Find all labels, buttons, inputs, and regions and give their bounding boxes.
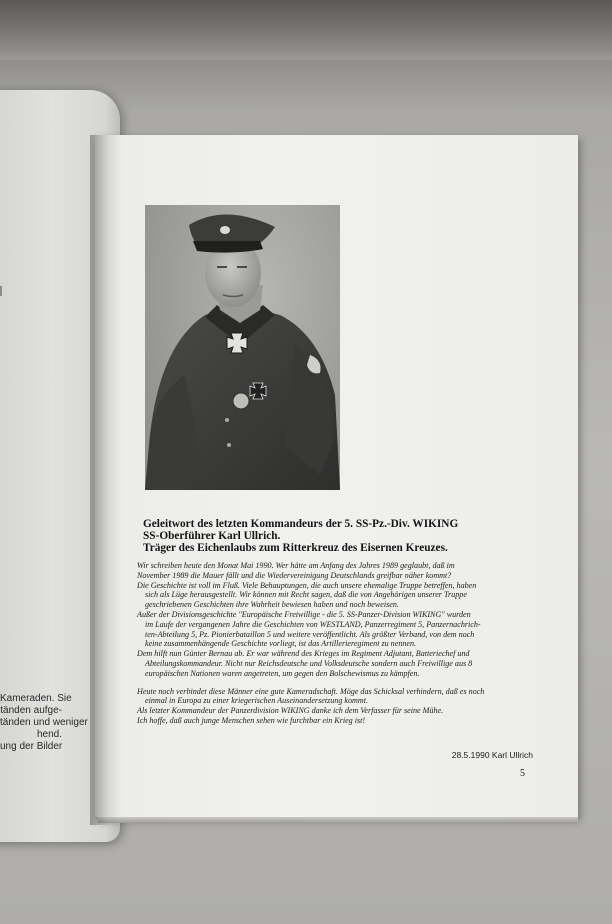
- body-line: Die Geschichte ist voll im Fluß. Viele Behauptungen, die auch unsere ehemalige Truppe betreffen, haben: [137, 580, 477, 590]
- body-line: einmal in Europa zu einer kriegerischen Auseinandersetzung kommt.: [145, 696, 368, 706]
- foreword-heading: [143, 518, 543, 554]
- left-page-mark: [0, 286, 12, 296]
- body-line: geschriebenen Geschichten ihre Wahrheit bewiesen haben und noch beweisen.: [145, 600, 399, 610]
- book-gutter-shadow: [90, 135, 120, 825]
- heading-line: SS-Oberführer Karl Ullrich.: [143, 530, 281, 542]
- heading-line: Geleitwort des letzten Kommandeurs der 5. SS-Pz.-Div. WIKING: [143, 518, 459, 530]
- page-stack-edge: [98, 817, 578, 823]
- body-line: Wir schreiben heute den Monat Mai 1990. Wer hätte am Anfang des Jahres 1989 geglaubt, daß im: [137, 561, 455, 570]
- body-line: europäischen Nationen waren angetreten, um gegen den Bolschewismus zu kämpfen.: [145, 668, 420, 678]
- signature-line: 28.5.1990 Karl Ullrich: [451, 750, 533, 760]
- left-page-text: [0, 693, 88, 753]
- body-line: Heute noch verbindet diese Männer eine gute Kameradschaft. Möge das Schicksal verhindern, daß es noch: [137, 686, 485, 696]
- body-line: Außer der Divisionsgeschichte "Europäische Freiwillige - die 5. SS-Panzer-Division WIKING" wurden: [137, 609, 471, 619]
- left-page-line: tänden und weniger: [0, 717, 88, 728]
- body-line: sich als Lüge herausgestellt. Wir können mit Recht sagen, daß die von Angehörigen unserer Truppe: [145, 590, 467, 600]
- paragraph-1: [137, 561, 527, 679]
- body-line: Dem hilft nun Günter Bernau ab. Er war während des Krieges im Regiment Adjutant, Batteriechef und: [137, 649, 470, 659]
- body-line: Ich hoffe, daß auch junge Menschen sehen wie furchtbar ein Krieg ist!: [137, 715, 366, 725]
- left-page-line: hend.: [36, 729, 62, 740]
- paragraph-2: [137, 687, 527, 726]
- officer-portrait-photo: [145, 205, 340, 490]
- portrait-illustration: [145, 205, 340, 490]
- body-line: Abteilungskommandeur. Nicht nur Reichsdeutsche und Volksdeutsche sondern auch Freiwillige aus 8: [145, 658, 473, 668]
- foreword-body: [137, 561, 527, 726]
- body-line: November 1989 die Mauer fällt und die Wiedervereinigung Deutschlands greifbar näher kommt?: [137, 570, 452, 580]
- heading-line: Träger des Eichenlaubs zum Ritterkreuz des Eisernen Kreuzes.: [143, 542, 448, 554]
- left-page-line: Kameraden. Sie: [0, 693, 72, 704]
- left-page-line: ung der Bilder: [0, 741, 63, 752]
- body-line: ten-Abteilung 5, Pz. Pionierbataillon 5 und weitere veröffentlicht. Als größter Verband, von dem noch: [145, 629, 475, 639]
- page-number: 5: [520, 768, 525, 779]
- body-line: keine zusammenhängende Geschichte vorliegt, ist das Artillerieregiment zu nennen.: [145, 639, 417, 649]
- body-line: im Laufe der vergangenen Jahre die Geschichten von WESTLAND, Panzerregiment 5, Panzernachrich-: [145, 619, 481, 629]
- body-line: Als letzter Kommandeur der Panzerdivision WIKING danke ich dem Verfasser für seine Mühe.: [137, 706, 444, 716]
- left-page-line: tänden aufge-: [0, 705, 62, 716]
- table-surface: [0, 0, 612, 60]
